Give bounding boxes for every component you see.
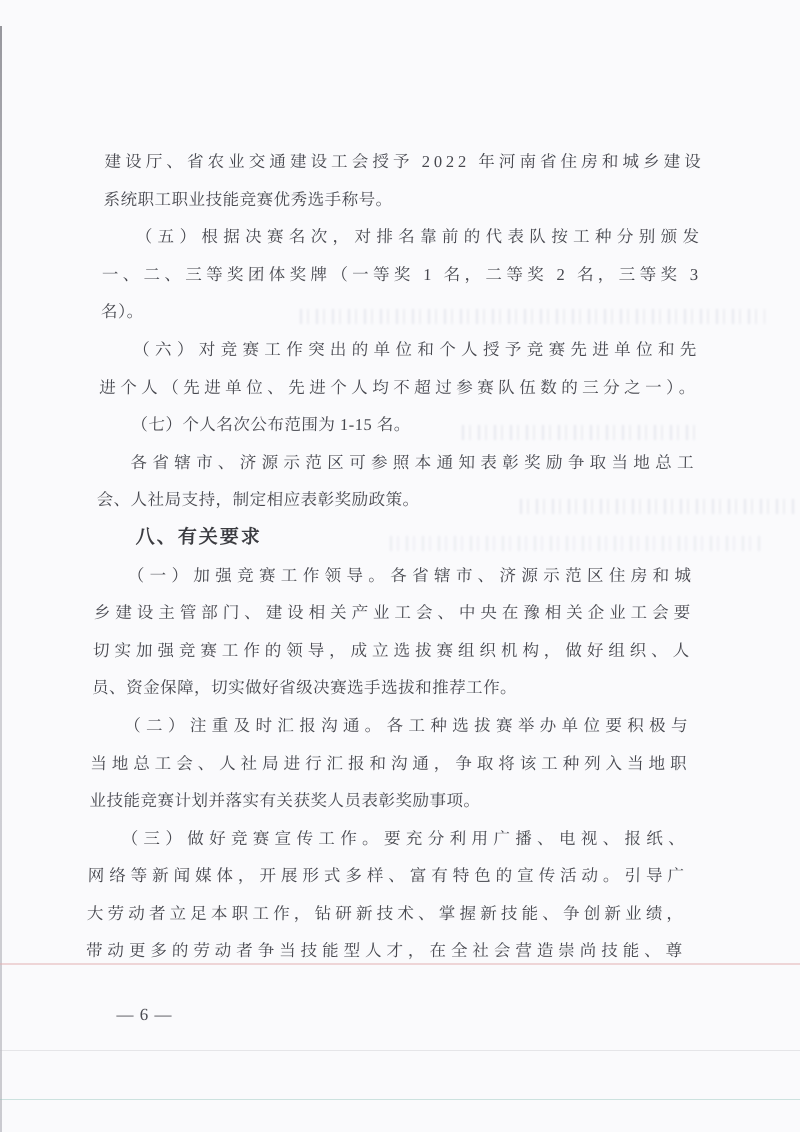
doc-line: 切实加强竞赛工作的领导，成立选拔赛组织机构，做好组织、人: [92, 640, 694, 660]
doc-line: 系统职工职业技能竞赛优秀选手称号。: [103, 189, 393, 209]
scan-streak-gray: [0, 1050, 800, 1051]
doc-line: 带动更多的劳动者争当技能型人才，在全社会营造崇尚技能、尊: [85, 941, 687, 961]
scan-streak-teal: [0, 1099, 800, 1100]
page-number: — 6 —: [116, 1005, 173, 1024]
scan-streak-pink: [0, 963, 800, 965]
doc-line: 进个人（先进单位、先进个人均不超过参赛队伍数的三分之一）。: [99, 377, 700, 397]
doc-line: 业技能竞赛计划并落实有关获奖人员表彰奖励事项。: [89, 791, 481, 811]
ink-bleed-artifact: [390, 536, 765, 551]
scan-edge-artifact: [0, 26, 2, 1132]
section-heading: 八、有关要求: [135, 526, 262, 548]
document-body: [85, 143, 705, 1024]
doc-line: （七）个人名次公布范围为 1-15 名。: [131, 415, 412, 435]
doc-line: 网络等新闻媒体，开展形式多样、富有特色的宣传活动。引导广: [87, 866, 688, 886]
doc-line: （一）加强竞赛工作领导。各省辖市、济源示范区住房和城: [127, 565, 696, 585]
doc-line: （五）根据决赛名次，对排名靠前的代表队按工种分别颁发: [135, 227, 704, 247]
doc-line: 建设厅、省农业交通建设工会授予 2022 年河南省住房和城乡建设: [104, 152, 705, 171]
doc-line: （六）对竞赛工作突出的单位和个人授予竞赛先进单位和先: [132, 339, 701, 359]
doc-line: 会、人社局支持，制定相应表彰奖励政策。: [96, 490, 420, 510]
doc-line: 各省辖市、济源示范区可参照本通知表彰奖励争取当地总工: [130, 452, 698, 472]
doc-line: （三）做好竞赛宣传工作。要充分利用广播、电视、报纸、: [121, 828, 689, 848]
doc-line: 员、资金保障，切实做好省级决赛选手选拔和推荐工作。: [91, 678, 518, 698]
doc-line: 大劳动者立足本职工作，钻研新技术、掌握新技能、争创新业绩，: [86, 903, 688, 923]
doc-line: 名）。: [100, 302, 144, 322]
ink-bleed-artifact: [462, 425, 697, 440]
doc-line: （二）注重及时汇报沟通。各工种选拔赛举办单位要积极与: [124, 715, 692, 735]
doc-line: 一、二、三等奖团体奖牌（一等奖 1 名，二等奖 2 名，三等奖 3: [101, 264, 703, 284]
doc-line: 当地总工会、人社局进行汇报和沟通，争取将该工种列入当地职: [90, 753, 691, 773]
ink-bleed-artifact: [300, 309, 765, 324]
doc-line: 乡建设主管部门、建设相关产业工会、中央在豫相关企业工会要: [93, 603, 695, 623]
ink-bleed-artifact: [520, 499, 798, 514]
